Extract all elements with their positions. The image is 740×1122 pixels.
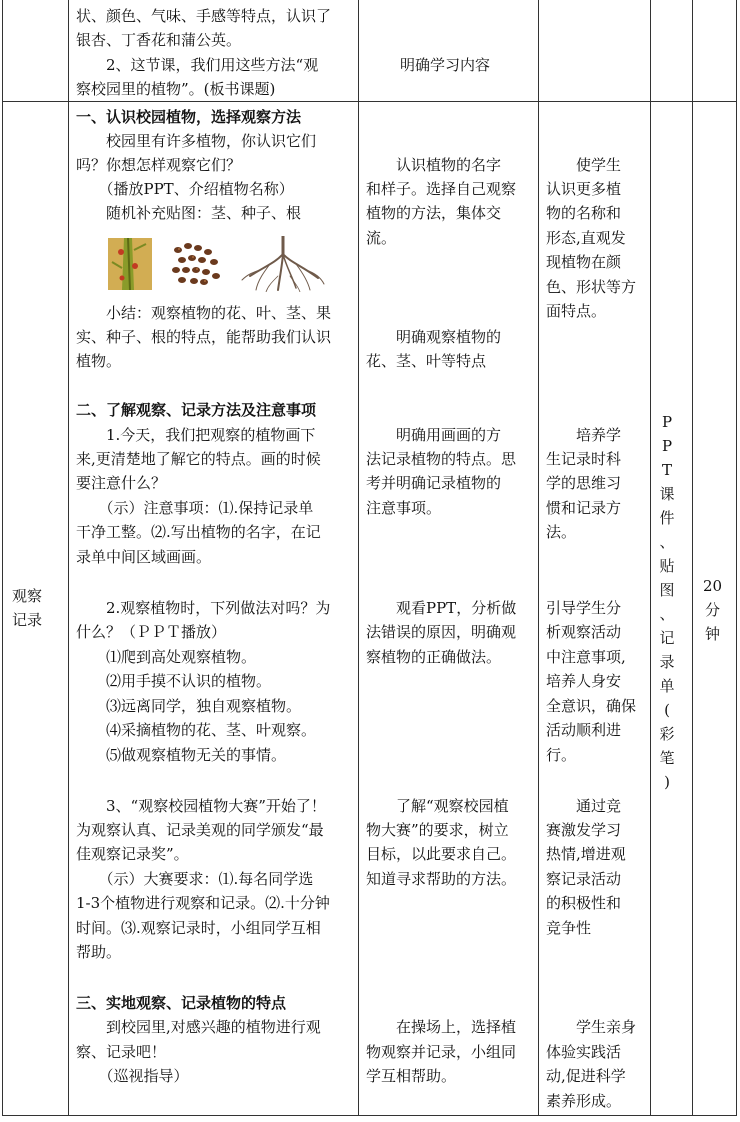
process-line: 录单中间区域画画。 [76, 548, 212, 566]
resources-char: P [661, 437, 673, 455]
student-activity-line: 物观察并记录，小组同 [366, 1043, 517, 1061]
design-intent-line: 形态,直观发 [546, 229, 626, 247]
stage-label: 观察 [12, 587, 43, 605]
student-activity-line: 知道寻求帮助的方法。 [366, 870, 517, 888]
resources-char: 记 [659, 629, 675, 647]
resources-char: 彩 [659, 725, 675, 743]
process-line: 1-3个植物进行观察和记录。⑵.十分钟 [76, 894, 330, 912]
process-line: 3、“观察校园植物大赛”开始了！ [76, 797, 326, 815]
process-line: 时间。⑶.观察记录时，小组同学互相 [76, 919, 321, 937]
process-line: ⑷采摘植物的花、茎、叶观察。 [76, 721, 317, 739]
design-intent-line: 面特点。 [546, 302, 607, 320]
design-intent-line: 素养形成。 [546, 1092, 622, 1110]
resources-char: P [661, 413, 673, 431]
design-intent-line: 中注意事项, [546, 648, 626, 666]
col-divider-3 [538, 0, 539, 1116]
seeds-photo [168, 236, 224, 290]
time-label: 20 [703, 577, 723, 595]
student-activity-line: 考并明确记录植物的 [366, 474, 502, 492]
top-student-activity: 明确学习内容 [400, 56, 491, 74]
process-line: 吗？你想怎样观察它们？ [76, 156, 242, 174]
design-intent-line: 使学生 [546, 156, 622, 174]
table-border-bottom [2, 1115, 737, 1116]
stem-photo [108, 238, 152, 290]
section-heading: 三、实地观察、记录植物的特点 [76, 994, 287, 1012]
design-intent-line: 法。 [546, 523, 577, 541]
table-border-left [2, 0, 3, 1116]
top-process-line: 状、颜色、气味、手感等特点，认识了 [76, 7, 332, 25]
col-divider-5 [692, 0, 693, 1116]
process-line: ⑶远离同学，独自观察植物。 [76, 697, 302, 715]
process-line: 佳观察记录奖”。 [76, 845, 189, 863]
process-line: 到校园里,对感兴趣的植物进行观 [76, 1018, 321, 1036]
design-intent-line: 活动顺利进 [546, 721, 622, 739]
student-activity-line: 观看PPT，分析做 [366, 599, 517, 617]
process-line: 察、记录吧！ [76, 1043, 167, 1061]
design-intent-line: 培养人身安 [546, 672, 622, 690]
section-heading: 二、了解观察、记录方法及注意事项 [76, 401, 317, 419]
design-intent-line: 色、形状等方 [546, 278, 637, 296]
student-activity-line: 了解“观察校园植 [366, 797, 509, 815]
process-line: 要注意什么？ [76, 474, 167, 492]
student-activity-line: 在操场上，选择植 [366, 1018, 517, 1036]
process-line: 来,更清楚地了解它的特点。画的时候 [76, 450, 321, 468]
resources-char: 单 [659, 677, 675, 695]
resources-char: T [661, 461, 672, 479]
student-activity-line: 明确用画画的方 [366, 426, 502, 444]
student-activity-line: 法错误的原因，明确观 [366, 623, 517, 641]
resources-char: 、 [659, 605, 675, 623]
resources-char: 笔 [659, 749, 675, 767]
process-line: （示）注意事项：⑴.保持记录单 [76, 499, 314, 517]
col-divider-4 [650, 0, 651, 1116]
design-intent-line: 引导学生分 [546, 599, 622, 617]
student-activity-line: 法记录植物的特点。思 [366, 450, 517, 468]
design-intent-line: 通过竞 [546, 797, 622, 815]
design-intent-line: 学生亲身 [546, 1018, 637, 1036]
student-activity-line: 物大赛”的要求，树立 [366, 821, 509, 839]
student-activity-line: 和样子。选择自己观察 [366, 180, 517, 198]
design-intent-line: 体验实践活 [546, 1043, 622, 1061]
student-activity-line: 明确观察植物的 [366, 328, 502, 346]
resources-char: 课 [659, 485, 675, 503]
resources-char: 、 [659, 533, 675, 551]
student-activity-line: 注意事项。 [366, 499, 442, 517]
student-activity-line: 花、茎、叶等特点 [366, 352, 487, 370]
design-intent-line: 培养学 [546, 426, 622, 444]
design-intent-line: 学的思维习 [546, 474, 622, 492]
student-activity-line: 学互相帮助。 [366, 1067, 457, 1085]
design-intent-line: 竞争性 [546, 919, 592, 937]
design-intent-line: 动,促进科学 [546, 1067, 626, 1085]
process-line: （示）大赛要求：⑴.每名同学选 [76, 870, 314, 888]
student-activity-line: 认识植物的名字 [366, 156, 502, 174]
student-activity-line: 流。 [366, 229, 397, 247]
time-label: 钟 [705, 625, 721, 643]
time-label: 分 [705, 601, 721, 619]
process-line: （巡视指导） [76, 1067, 189, 1085]
resources-vertical-text [656, 410, 678, 794]
design-intent-line: 物的名称和 [546, 204, 622, 222]
design-intent-line: 认识更多植 [546, 180, 622, 198]
summary-line: 植物。 [76, 352, 122, 370]
process-line: 为观察认真、记录美观的同学颁发“最 [76, 821, 324, 839]
process-line: ⑸做观察植物无关的事情。 [76, 746, 287, 764]
design-intent-line: 察记录活动 [546, 870, 622, 888]
design-intent-line: 析观察活动 [546, 623, 622, 641]
design-intent-line: 行。 [546, 746, 577, 764]
table-border-right [736, 0, 737, 1116]
process-line: ⑵用手摸不认识的植物。 [76, 672, 272, 690]
stage-label: 记录 [12, 611, 43, 629]
design-intent-line: 全意识，确保 [546, 697, 637, 715]
summary-line: 小结：观察植物的花、叶、茎、果 [76, 304, 332, 322]
top-process-line: 2、这节课，我们用这些方法“观 [76, 56, 319, 74]
student-activity-line: 目标，以此要求自己。 [366, 845, 517, 863]
resources-char: ) [664, 773, 670, 791]
col-divider-2 [358, 0, 359, 1116]
design-intent-line: 生记录时科 [546, 450, 622, 468]
top-process-line: 银杏、丁香花和蒲公英。 [76, 31, 242, 49]
process-line: 帮助。 [76, 943, 122, 961]
process-line: （播放PPT、介绍植物名称） [76, 180, 294, 198]
design-intent-line: 惯和记录方 [546, 499, 622, 517]
resources-char: 图 [659, 581, 675, 599]
design-intent-line: 热情,增进观 [546, 845, 626, 863]
process-line: 校园里有许多植物，你认识它们 [76, 132, 317, 150]
process-line: 随机补充贴图：茎、种子、根 [76, 204, 302, 222]
resources-char: 贴 [659, 557, 675, 575]
student-activity-line: 察植物的正确做法。 [366, 648, 502, 666]
process-line: 干净工整。⑵.写出植物的名字，在记 [76, 523, 321, 541]
design-intent-line: 赛激发学习 [546, 821, 622, 839]
section-heading: 一、认识校园植物，选择观察方法 [76, 108, 302, 126]
process-line: 1.今天，我们把观察的植物画下 [76, 426, 316, 444]
process-line: ⑴爬到高处观察植物。 [76, 648, 257, 666]
col-divider-1 [68, 0, 69, 1116]
resources-char: 录 [659, 653, 675, 671]
process-line: 什么？（ＰＰＴ播放） [76, 623, 227, 641]
design-intent-line: 现植物在颜 [546, 253, 622, 271]
top-process-line: 察校园里的植物”。(板书课题) [76, 80, 276, 98]
student-activity-line: 植物的方法，集体交 [366, 204, 502, 222]
design-intent-line: 的积极性和 [546, 894, 622, 912]
resources-char: 件 [659, 509, 675, 527]
summary-line: 实、种子、根的特点，能帮助我们认识 [76, 328, 332, 346]
roots-illustration [240, 236, 326, 292]
process-line: 2.观察植物时，下列做法对吗？为 [76, 599, 331, 617]
resources-char: ( [664, 701, 670, 719]
